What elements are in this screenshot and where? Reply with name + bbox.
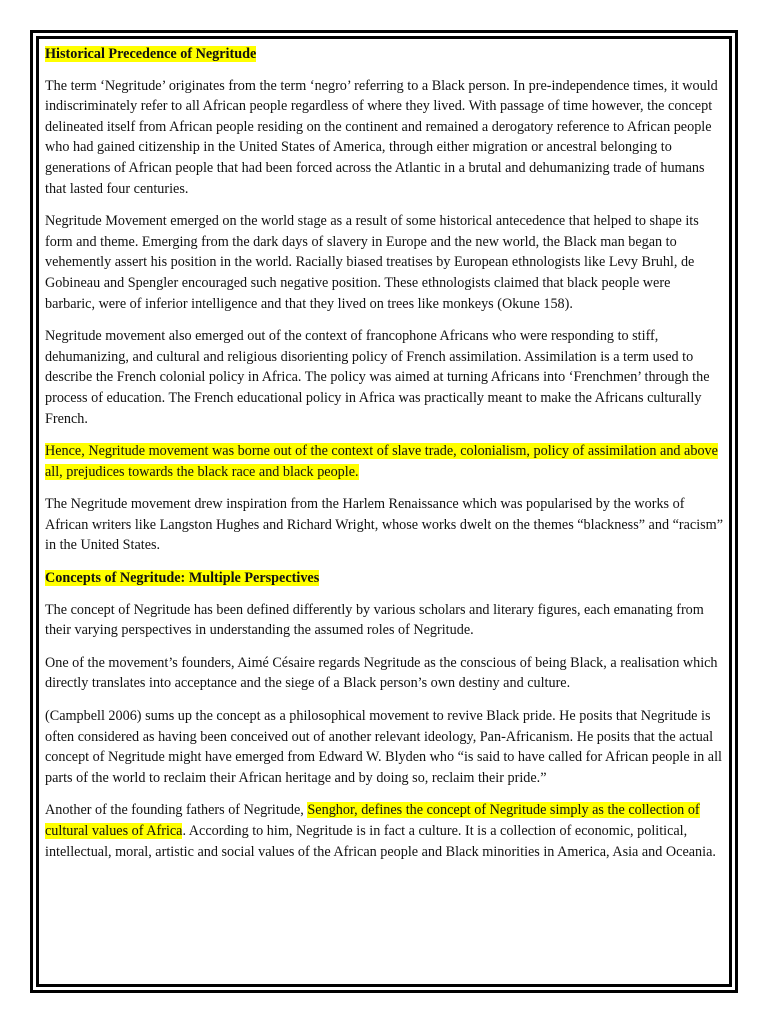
paragraph-francophone-assimilation: Negritude movement also emerged out of the context of francophone Africans who were responding to stiff, dehumanizing, and cultural and religious disorienting policy of French assimilation. Assimilation is a term used to describe the French colonial policy in Africa. The policy was aimed at turning Africans into ‘Frenchmen’ through the process of education. The French educational policy in Africa was practically meant to make the Africans culturally French. [45,328,710,427]
paragraph-movement-emergence: Negritude Movement emerged on the world stage as a result of some historical antecedence that helped to shape its form and theme. Emerging from the dark days of slavery in Europe and the new world, the Black man began to vehemently assert his position in the world. Racially biased treatises by European ethnologists like Levy Bruhl, de Gobineau and Spengler encouraged such negative position. These ethnologists claimed that black people were barbaric, were of inferior intelligence and that they lived on trees like monkeys (Okune 158). [45,213,699,312]
paragraph-concept-definitions: The concept of Negritude has been defined differently by various scholars and literary figures, each emanating from their varying perspectives in understanding the assumed roles of Negritude. [45,601,704,639]
section-heading-concepts [45,568,723,589]
document-body [45,44,723,874]
senghor-highlighted-text: Senghor, defines the concept of Negritude simply as the collection of cultural values of Africa [45,802,700,839]
paragraph-cesaire: One of the movement’s founders, Aimé Césaire regards Negritude as the conscious of being Black, a realisation which directly translates into acceptance and the siege of a Black person’s own destiny and culture. [45,654,718,692]
section-heading-historical-precedence [45,44,723,65]
heading-highlight: Concepts of Negritude: Multiple Perspectives [45,570,320,587]
heading-highlight: Historical Precedence of Negritude [45,46,257,62]
paragraph-highlighted-conclusion [45,441,723,482]
senghor-text-before: Another of the founding fathers of Negritude, [45,802,308,819]
paragraph-campbell: (Campbell 2006) sums up the concept as a philosophical movement to revive Black pride. He posits that Negritude is often considered as having been conceived out of another relevant ideology, Pan-Africanism. He posits that the actual concept of Negritude might have emerged from Edward W. Blyden who “is said to have called for African people in all parts of the world to reclaim their African heritage and by doing so, reclaim their pride.” [45,708,722,786]
paragraph-harlem-renaissance: The Negritude movement drew inspiration from the Harlem Renaissance which was popularised by the works of African writers like Langston Hughes and Richard Wright, whose works dwelt on the themes “blackness” and “racism” in the United States. [45,496,723,554]
paragraph-senghor [45,800,723,862]
paragraph-term-origin: The term ‘Negritude’ originates from the term ‘negro’ referring to a Black person. In pre-independence times, it would indiscriminately refer to all African people regardless of where they lived. With passage of time however, the concept delineated itself from African people residing on the continent and remained a derogatory reference to African people who had gained citizenship in the United States of America, through either migration or ancestral belonging to generations of African people that had been forced across the Atlantic in a brutal and dehumanizing trade of humans that lasted four centuries. [45,77,718,197]
highlighted-text: Hence, Negritude movement was borne out of the context of slave trade, colonialism, policy of assimilation and above all, prejudices towards the black race and black people. [45,443,718,480]
senghor-text-after: . According to him, Negritude is in fact a culture. It is a collection of economic, political, intellectual, moral, artistic and social values of the African people and Black minorities in America, Asia and Oceania. [45,823,716,860]
